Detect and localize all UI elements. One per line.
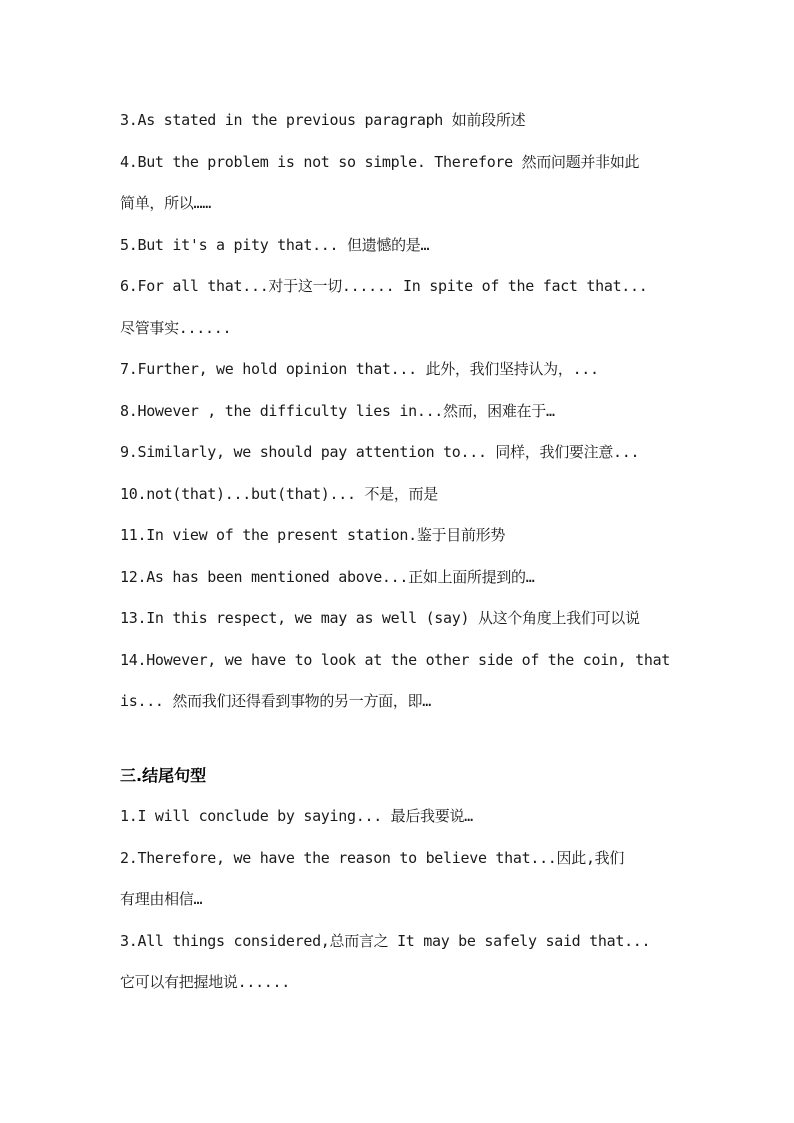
list-item: 有理由相信… — [120, 890, 203, 908]
section-heading: 三.结尾句型 — [120, 765, 207, 785]
list-item: 4.But the problem is not so simple. Therefore 然而问题并非如此 — [120, 152, 640, 171]
list-item: 3.As stated in the previous paragraph 如前段所述 — [120, 111, 526, 129]
list-item: 1.I will conclude by saying... 最后我要说… — [120, 807, 473, 825]
list-item: 它可以有把握地说...... — [120, 973, 290, 991]
list-item: 9.Similarly, we should pay attention to... 同样，我们要注意... — [120, 443, 640, 461]
transition-phrases-list — [120, 100, 676, 723]
list-item: 5.But it's a pity that... 但遗憾的是… — [120, 235, 430, 254]
list-item: 11.In view of the present station.鉴于目前形势 — [120, 526, 506, 544]
list-item: 7.Further, we hold opinion that... 此外，我们坚持认为，... — [120, 360, 599, 378]
list-item: 14.However, we have to look at the other side of the coin, that — [120, 650, 671, 669]
list-item: 8.However , the difficulty lies in...然而，困难在于… — [120, 401, 555, 420]
list-item: 2.Therefore, we have the reason to believe that...因此,我们 — [120, 848, 625, 867]
list-item: 简单，所以…… — [120, 194, 211, 212]
list-item: 12.As has been mentioned above...正如上面所提到的… — [120, 567, 535, 586]
conclusion-phrases-list — [120, 796, 676, 1004]
list-item: 6.For all that...对于这一切...... In spite of the fact that... — [120, 277, 648, 295]
list-item: 13.In this respect, we may as well (say) 从这个角度上我们可以说 — [120, 609, 640, 627]
list-item: 尽管事实...... — [120, 318, 232, 337]
list-item: is... 然而我们还得看到事物的另一方面，即… — [120, 692, 432, 710]
document-body — [120, 100, 676, 1004]
section-spacer — [120, 723, 676, 755]
list-item: 10.not(that)...but(that)... 不是，而是 — [120, 484, 438, 503]
list-item: 3.All things considered,总而言之 It may be safely said that... — [120, 931, 651, 950]
